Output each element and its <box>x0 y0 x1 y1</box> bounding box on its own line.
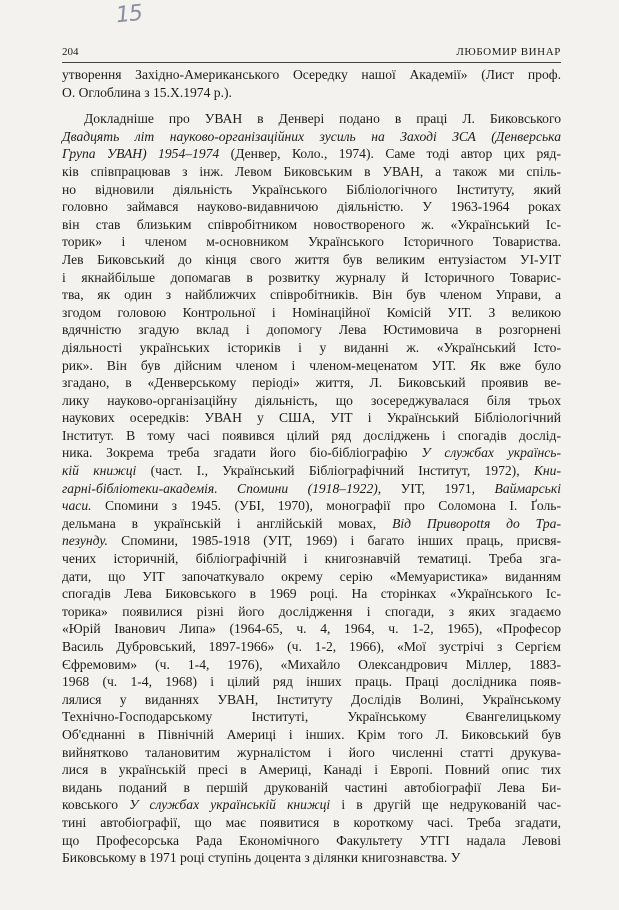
text-line <box>62 145 561 163</box>
text-run: чених історичній, бібліографічній і книгознавчій тематиці. Треба зга- <box>62 551 561 567</box>
text-run: спогадів Лева Биковського в 1969 році. На сторінках «Українського Іс- <box>62 586 561 602</box>
text-run: О. Оглоблина з 15.X.1974 р.). <box>62 84 232 100</box>
text-run: видань поданий в першій друкованій частині автобіографії Лева Би- <box>62 779 561 795</box>
text-line <box>62 744 561 762</box>
text-line <box>62 427 561 445</box>
text-line <box>62 726 561 744</box>
text-line <box>62 620 561 638</box>
text-line <box>62 269 561 287</box>
text-run: «Юрій Іванович Липа» (1964-65, ч. 4, 1964, ч. 1-2, 1965), «Професор <box>62 621 561 637</box>
text-run: ковського <box>62 797 130 813</box>
text-run: Докладніше про УВАН в Денвері подано в праці Л. Биковського <box>84 111 561 127</box>
text-line <box>62 814 561 832</box>
italic-title: гарні-бібліотеки-академія. Спомини (1918–1922), <box>62 480 382 496</box>
text-line <box>62 181 561 199</box>
text-run: Інститут. В тому часі появився цілий ряд досліджень і спогадів дослід- <box>62 427 561 443</box>
text-run: діяльності українських істориків і у виданні ж. «Український Істо- <box>62 339 561 355</box>
text-line <box>62 339 561 357</box>
text-line <box>62 216 561 234</box>
text-run: лялися у виданнях УВАН, Інституту Дослідів Волині, Українському <box>62 691 561 707</box>
text-line <box>62 462 561 480</box>
text-line <box>62 110 561 128</box>
text-run: рик». Він був дійсним членом і членом-меценатом УІТ. Як вже було <box>62 357 561 373</box>
text-line <box>62 638 561 656</box>
text-line <box>62 532 561 550</box>
italic-title: Кни- <box>533 463 562 479</box>
text-line <box>62 444 561 462</box>
text-line <box>62 656 561 674</box>
text-line <box>62 286 561 304</box>
text-run: головно займався науково-видавничою діяльністю. У 1963-1964 роках <box>62 199 561 215</box>
text-run: Технічно-Господарському Інституті, Українському Євангелицькому <box>62 709 561 725</box>
italic-title: пезунду. <box>62 533 108 549</box>
text-line <box>62 603 561 621</box>
text-run: утворення Західно-Американського Осередку нашої Академії» (Лист проф. <box>62 67 561 82</box>
continued-paragraph <box>62 66 561 101</box>
text-run: УІТ, 1971, <box>381 480 495 496</box>
text-run: Спомини з 1945. (УБІ, 1970), монографії про Соломона І. Ґоль- <box>91 498 561 514</box>
italic-title: Від Приворottя до Тра- <box>392 515 561 531</box>
text-line <box>62 480 561 498</box>
italic-title: Ваймарські <box>494 480 561 496</box>
page-body <box>62 66 561 867</box>
paragraph-gap <box>62 101 561 110</box>
text-run: 1968 (ч. 1-4, 1968) і цілий ряд інших праць. Праці дослідника появ- <box>62 674 561 690</box>
text-line <box>62 374 561 392</box>
text-line <box>62 585 561 603</box>
text-run: і якнайбільше допомагав в розвитку журналу й Історичного Товарис- <box>62 269 561 285</box>
text-run: ків співпрацював з інж. Левом Биковським в УВАН, а також ми спіль- <box>62 163 561 179</box>
text-run: но відновили діяльність Українського Бібліологічного Інституту, який <box>62 181 561 197</box>
text-run: тва, як один з найближчих співробітників. Він був членом Управи, а <box>62 287 561 303</box>
text-run: ника. Зокрема треба згадати його біо-бібліографію <box>62 445 422 461</box>
text-line <box>62 198 561 216</box>
text-line <box>62 128 561 146</box>
text-line <box>62 497 561 515</box>
running-title: ЛЮБОМИР ВИНАР <box>456 46 561 58</box>
text-run: тині автобіографії, що має появитися в короткому часі. Треба згадати, <box>62 814 561 830</box>
text-line <box>62 550 561 568</box>
text-run: вдячністю згадую вклад і допомогу Лева Юстимовича в розгорнені <box>62 322 561 338</box>
text-run: Об'єднанні в Північній Америці і інших. Крім того Л. Биковський був <box>62 726 561 742</box>
text-run: (част. І., Український Бібліографічний Інститут, 1972), <box>136 463 534 479</box>
text-line <box>62 392 561 410</box>
italic-title: Двадцять літ науково-організаційних зусиль на Заході ЗСА (Денверська <box>62 128 561 144</box>
italic-title: кій книжці <box>62 463 137 479</box>
page-header <box>62 42 561 63</box>
text-line <box>62 691 561 709</box>
text-line <box>62 568 561 586</box>
text-line <box>62 796 561 814</box>
text-run: згадано, в «Денверському періоді» життя, Л. Биковський проявив ве- <box>62 375 561 391</box>
text-run: дати, що УІТ започаткувало окрему серію «Мемуаристика» виданням <box>62 568 561 584</box>
text-run: торика» появилися різні його дослідження і спогади, з яких згадаємо <box>62 603 561 619</box>
text-line <box>62 779 561 797</box>
text-line <box>62 849 561 867</box>
italic-title: У службах українсь- <box>421 445 561 461</box>
page-number: 204 <box>62 46 79 58</box>
text-run: Биковському в 1971 році ступінь доцента з ділянки книгознавства. У <box>62 850 461 866</box>
text-line <box>62 304 561 322</box>
text-run: згодом головою Контрольної і Номінаційної Комісій УІТ. З великою <box>62 304 561 320</box>
main-paragraph <box>62 110 561 867</box>
text-line <box>62 357 561 375</box>
text-run: що Професорська Рада Економічного Факультету УТГІ надала Левові <box>62 832 561 848</box>
text-run: Лев Биковський до кінця свого життя був великим ентузіастом УІ-УІТ <box>62 251 561 267</box>
text-run: Спомини, 1985-1918 (УІТ, 1969) і багато інших праць, присвя- <box>107 533 561 549</box>
text-line <box>62 163 561 181</box>
text-run: лися в українській пресі в Америці, Канаді і Европі. Повний опис тих <box>62 762 561 778</box>
handwritten-page-note: 15 <box>114 0 144 29</box>
text-run: лику науково-організаційну діяльність, що зосереджувалася біля трьох <box>62 392 561 408</box>
text-line <box>62 832 561 850</box>
text-line <box>62 761 561 779</box>
text-line <box>62 84 561 102</box>
text-line <box>62 251 561 269</box>
italic-title: Група УВАН) 1954–1974 <box>62 146 220 162</box>
text-run: торик» і членом м-основником Українського Історичного Товариства. <box>62 234 561 250</box>
text-line <box>62 515 561 533</box>
text-run: Василь Дубровський, 1897-1966» (ч. 1-2, 1966), «Мої зустрічі з Сергієм <box>62 639 561 654</box>
text-run: і в другій ще недрукованій час- <box>330 797 561 813</box>
text-line <box>62 708 561 726</box>
text-run: він став близьким співробітником новоствореного ж. «Український Іс- <box>62 216 561 232</box>
text-line <box>62 409 561 427</box>
italic-title: часи. <box>62 498 92 514</box>
text-line <box>62 66 561 84</box>
text-line <box>62 673 561 691</box>
text-line <box>62 233 561 251</box>
text-run: дельмана в українській і англійській мовах, <box>62 515 393 531</box>
text-run: (Денвер, Коло., 1974). Саме тоді автор цих ряд- <box>219 146 561 162</box>
italic-title: У службах українській книжці <box>129 797 331 813</box>
text-run: наукових осередків: УВАН у США, УІТ і Український Бібліологічний <box>62 410 561 426</box>
text-line <box>62 321 561 339</box>
text-run: Єфремовим» (ч. 1-4, 1976), «Михайло Олександрович Міллер, 1883- <box>62 656 561 672</box>
text-run: вийнятково талановитим журналістом і його численні статті друкува- <box>62 744 561 760</box>
